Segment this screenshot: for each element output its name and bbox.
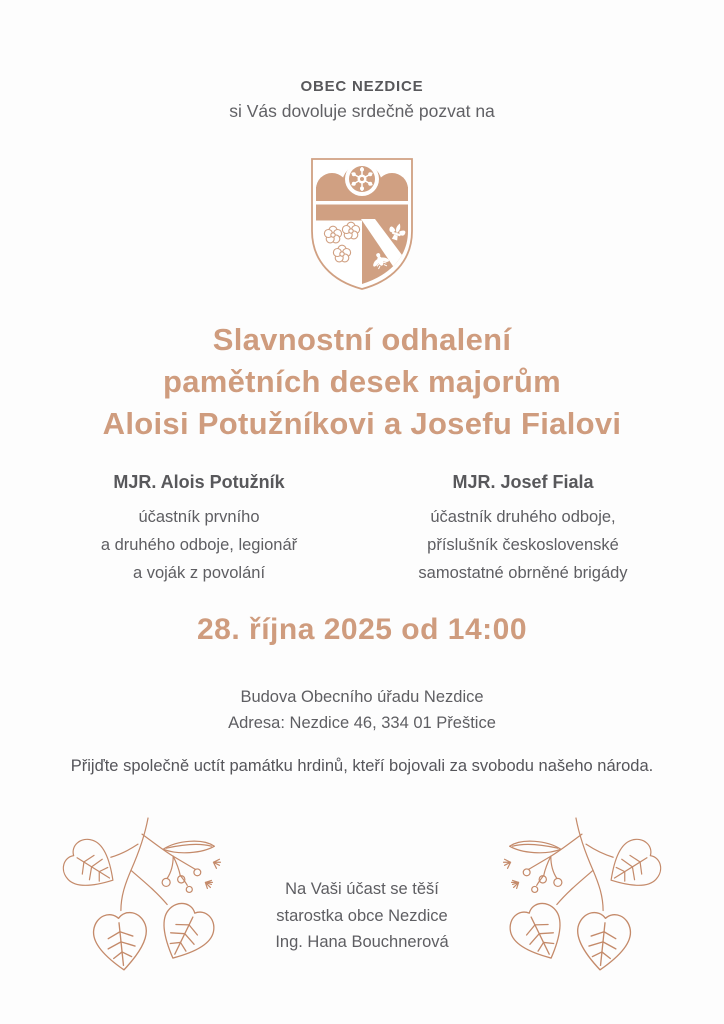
venue-name: Budova Obecního úřadu Nezdice xyxy=(240,688,484,706)
honoree-potuznik xyxy=(53,472,345,587)
main-title xyxy=(0,319,724,445)
honoree-desc-line: a druhého odboje, legionář xyxy=(100,536,298,554)
appeal-line: Přijďte společně uctít památku hrdinů, kteří bojovali za svobodu našeho národa. xyxy=(70,757,654,775)
honoree-name: MJR. Alois Potužník xyxy=(113,472,285,492)
honoree-desc-line: účastník prvního xyxy=(138,508,260,526)
honoree-desc-line: účastník druhého odboje, xyxy=(430,508,616,526)
honoree-desc-line: příslušník československé xyxy=(427,536,619,554)
closing-block xyxy=(0,876,724,956)
main-title-line1: Slavnostní odhalení xyxy=(212,322,512,357)
venue-address: Adresa: Nezdice 46, 334 01 Přeštice xyxy=(228,714,496,732)
honoree-name: MJR. Josef Fiala xyxy=(452,472,594,492)
main-title-line3: Aloisi Potužníkovi a Josefu Fialovi xyxy=(102,406,622,441)
honoree-desc-line: samostatné obrněné brigády xyxy=(418,564,628,582)
org-name: OBEC NEZDICE xyxy=(300,78,424,95)
closing-line1: Na Vaši účast se těší xyxy=(285,880,439,898)
closing-line2: starostka obce Nezdice xyxy=(276,906,448,925)
coat-of-arms-icon xyxy=(303,153,421,293)
event-datetime: 28. října 2025 od 14:00 xyxy=(196,613,527,646)
venue-block xyxy=(0,684,724,736)
invite-line: si Vás dovoluje srdečně pozvat na xyxy=(229,101,495,121)
honoree-fiala xyxy=(377,472,669,587)
closing-line3: Ing. Hana Bouchnerová xyxy=(275,933,449,951)
honoree-desc-line: a voják z povolání xyxy=(132,564,266,582)
main-title-line2: pamětních desek majorům xyxy=(163,364,561,399)
